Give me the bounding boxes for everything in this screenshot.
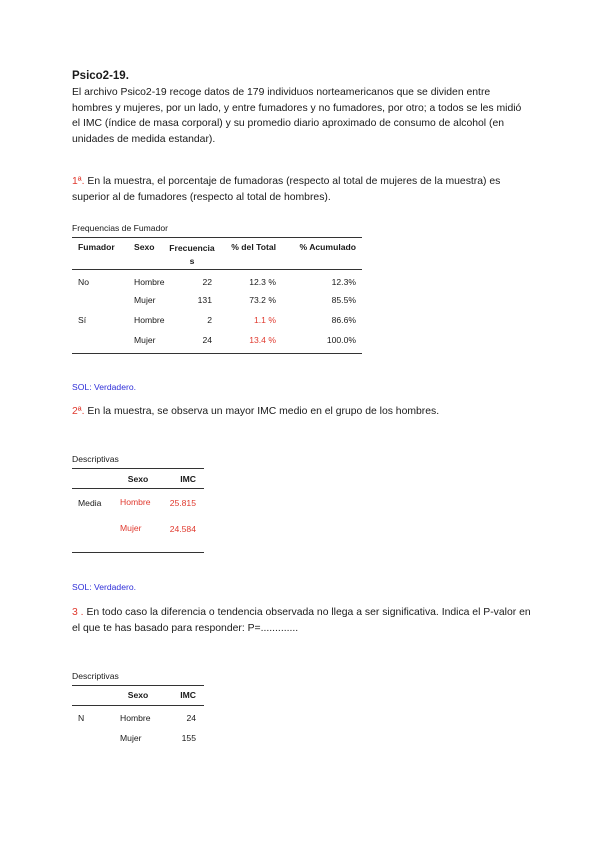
header-frecuencias: Frecuencia s [169, 243, 215, 266]
cell-freq: 131 [197, 294, 212, 305]
question-3-number: 3 . [72, 607, 84, 618]
header-pct-acumulado: % Acumulado [299, 242, 356, 252]
table-row [72, 330, 362, 354]
solution-2: SOL: Verdadero. [72, 582, 137, 592]
header-fumador: Fumador [78, 242, 115, 252]
header-sexo: Sexo [127, 474, 149, 484]
cell-pct-highlight: 1.1 % [254, 314, 276, 325]
table-row [72, 270, 362, 290]
cell-pct: 73.2 % [249, 294, 276, 305]
header-sexo: Sexo [127, 690, 149, 700]
cell-imc: 25.815 [169, 498, 196, 508]
document-title: Psico2-19. [72, 70, 129, 82]
table-row [72, 489, 204, 519]
cell-sexo: Mujer [134, 334, 156, 345]
cell-imc: 24.584 [169, 523, 196, 534]
question-1-text: En la muestra, el porcentaje de fumadoras (respecto al total de mujeres de la muestra) es superior al de fumadores (respecto al total de hombres). [72, 176, 501, 203]
header-blank [72, 686, 110, 706]
question-3-text: En todo caso la diferencia o tendencia observada no llega a ser significativa. Indica el P-valor en el que te has basado para responder: P=............. [72, 607, 531, 634]
cell-fumador: No [78, 277, 89, 287]
intro-paragraph: El archivo Psico2-19 recoge datos de 179 individuos norteamericanos que se dividen entre hombres y mujeres, por un lado, y entre fumadores y no fumadores, por otro; a todos se les midió el IMC (índice de masa corporal) y su promedio diario aproximado de consumo de alcohol (en unidades de medida estandar). [72, 87, 522, 145]
cell-freq: 24 [202, 334, 212, 345]
question-2 [72, 404, 532, 420]
cell-fumador: Sí [78, 314, 87, 325]
cell-sexo: Hombre [120, 713, 151, 723]
cell-sexo: Mujer [120, 522, 142, 533]
cell-stat-label: Media [78, 498, 102, 508]
table-row [72, 706, 204, 728]
table-row [72, 310, 362, 330]
table-3-caption: Descriptivas [72, 671, 119, 681]
table-2-caption: Descriptivas [72, 454, 119, 464]
question-2-text: En la muestra, se observa un mayor IMC medio en el grupo de los hombres. [87, 406, 440, 417]
header-imc: IMC [180, 690, 196, 700]
cell-pct: 12.3 % [249, 277, 276, 287]
question-2-number: 2ª. [72, 406, 85, 417]
cell-imc: 155 [181, 732, 196, 743]
cell-imc: 24 [186, 713, 196, 723]
header-pct-total: % del Total [231, 242, 276, 252]
header-sexo: Sexo [134, 242, 155, 252]
solution-1: SOL: Verdadero. [72, 382, 137, 392]
cell-sexo: Hombre [134, 314, 165, 325]
cell-fumador [72, 330, 122, 354]
cell-sexo: Mujer [134, 294, 156, 305]
cell-acum: 85.5% [331, 294, 356, 305]
cell-acum: 12.3% [331, 277, 356, 287]
question-1-number: 1ª. [72, 176, 85, 187]
question-1 [72, 174, 532, 205]
cell-sexo: Hombre [134, 277, 165, 287]
cell-sexo: Mujer [120, 732, 142, 743]
descriptives-table-n [72, 685, 204, 748]
cell-acum: 86.6% [331, 314, 356, 325]
cell-acum: 100.0% [326, 334, 356, 345]
table-row [72, 290, 362, 310]
cell-pct-highlight: 13.4 % [249, 334, 276, 345]
cell-stat-label: N [78, 713, 85, 723]
cell-freq: 22 [202, 277, 212, 287]
cell-fumador [72, 290, 122, 310]
question-3 [72, 605, 532, 636]
cell-freq: 2 [207, 314, 212, 325]
cell-sexo: Hombre [120, 497, 151, 507]
descriptives-table-mean [72, 468, 204, 553]
table-1-caption: Frequencias de Fumador [72, 223, 169, 233]
frequency-table [72, 237, 362, 354]
header-imc: IMC [180, 474, 196, 484]
header-blank [72, 469, 110, 489]
